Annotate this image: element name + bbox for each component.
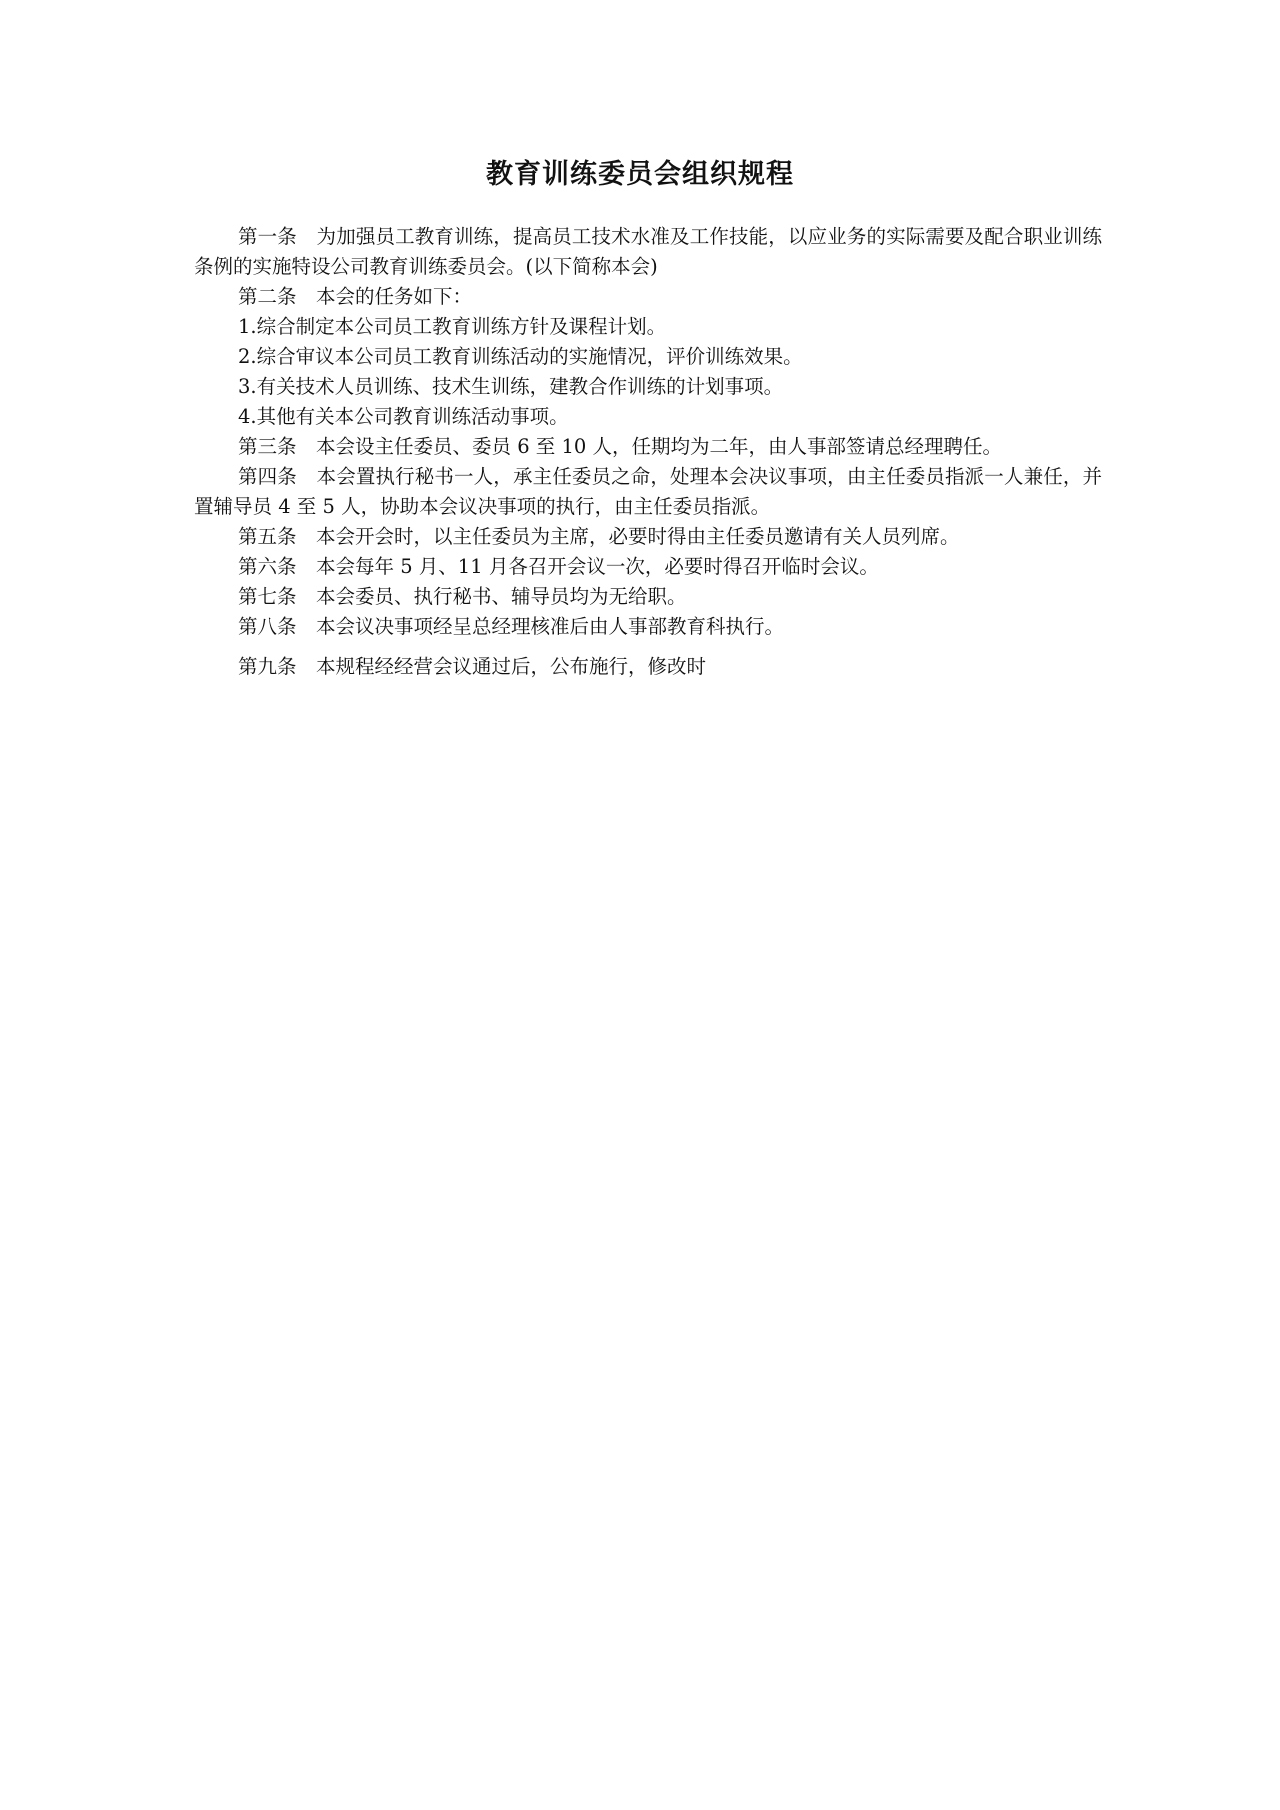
article-7: 第七条 本会委员、执行秘书、辅导员均为无给职。 xyxy=(238,585,687,608)
duty-item-1: 1.综合制定本公司员工教育训练方针及课程计划。 xyxy=(238,315,667,338)
article-3: 第三条 本会设主任委员、委员 6 至 10 人，任期均为二年，由人事部签请总经理聘任。 xyxy=(238,435,1003,458)
document-title: 教育训练委员会组织规程 xyxy=(486,159,794,190)
document-body xyxy=(194,222,1102,682)
article-5: 第五条 本会开会时，以主任委员为主席，必要时得由主任委员邀请有关人员列席。 xyxy=(238,525,960,548)
article-2: 第二条 本会的任务如下： xyxy=(238,285,473,308)
article-6: 第六条 本会每年 5 月、11 月各召开会议一次，必要时得召开临时会议。 xyxy=(238,555,879,578)
article-1: 第一条 为加强员工教育训练，提高员工技术水准及工作技能，以应业务的实际需要及配合职业训练条例的实施特设公司教育训练委员会。(以下简称本会) xyxy=(194,225,1102,278)
duty-item-2: 2.综合审议本公司员工教育训练活动的实施情况，评价训练效果。 xyxy=(238,345,803,368)
duty-item-3: 3.有关技术人员训练、技术生训练，建教合作训练的计划事项。 xyxy=(238,375,784,398)
article-4: 第四条 本会置执行秘书一人，承主任委员之命，处理本会决议事项，由主任委员指派一人兼任，并置辅导员 4 至 5 人，协助本会议决事项的执行，由主任委员指派。 xyxy=(194,465,1102,518)
article-8: 第八条 本会议决事项经呈总经理核准后由人事部教育科执行。 xyxy=(238,615,785,638)
duty-item-4: 4.其他有关本公司教育训练活动事项。 xyxy=(238,405,569,428)
article-9: 第九条 本规程经经营会议通过后，公布施行，修改时 xyxy=(238,655,707,678)
